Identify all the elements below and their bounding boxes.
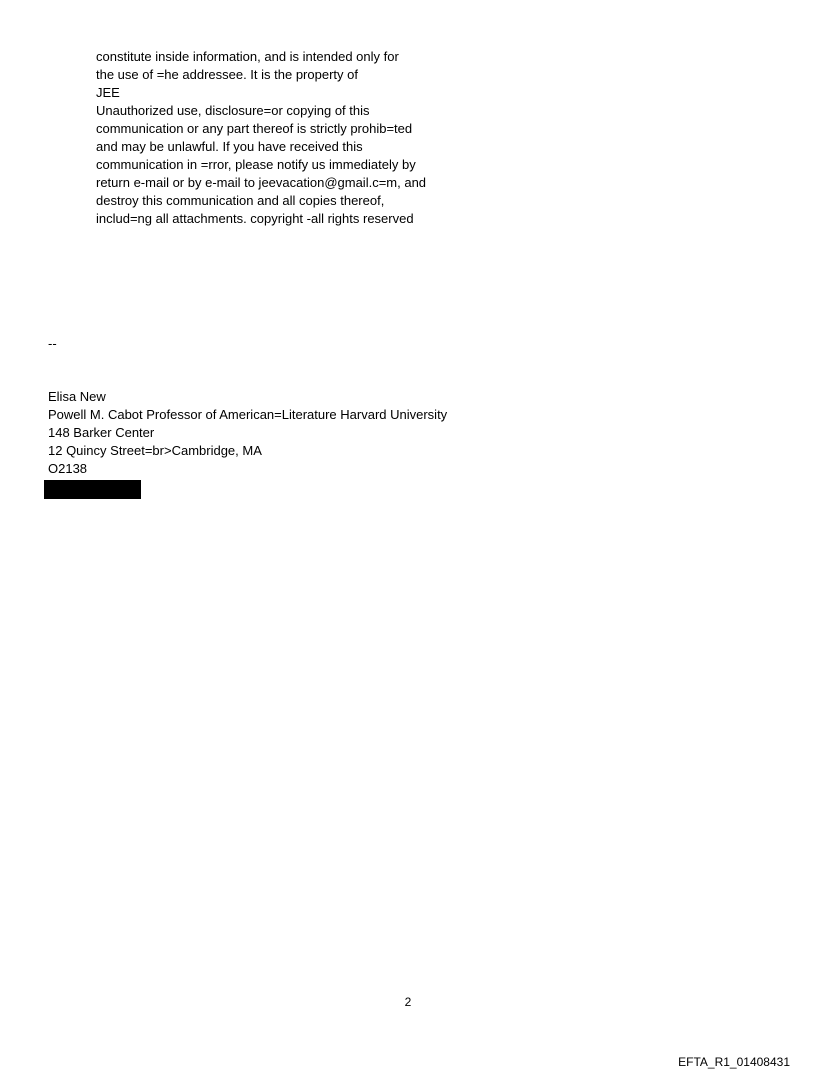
disclaimer-line: includ=ng all attachments. copyright -all rights reserved (96, 211, 414, 226)
quoted-disclaimer (96, 48, 516, 228)
signature-zip: O2138 (48, 461, 88, 476)
signature-building: 148 Barker Center (48, 425, 155, 440)
document-id: EFTA_R1_01408431 (678, 1055, 790, 1069)
disclaimer-line: the use of =he addressee. It is the property of (96, 67, 358, 82)
email-signature (48, 388, 447, 499)
disclaimer-line: JEE (96, 85, 120, 100)
signature-street: 12 Quincy Street=br>Cambridge, MA (48, 443, 262, 458)
redaction-block (44, 480, 141, 499)
disclaimer-line: communication or any part thereof is strictly prohib=ted (96, 121, 413, 136)
signature-name: Elisa New (48, 389, 106, 404)
signature-separator: -- (48, 336, 57, 351)
page-number: 2 (404, 995, 412, 1009)
signature-title: Powell M. Cabot Professor of American=Literature Harvard University (48, 407, 448, 422)
disclaimer-line: return e-mail or by e-mail to jeevacation@gmail.c=m, and (96, 175, 427, 190)
disclaimer-line: and may be unlawful. If you have received this (96, 139, 363, 154)
disclaimer-line: destroy this communication and all copies thereof, (96, 193, 385, 208)
disclaimer-line: communication in =rror, please notify us immediately by (96, 157, 416, 172)
disclaimer-line: Unauthorized use, disclosure=or copying of this (96, 103, 370, 118)
disclaimer-line: constitute inside information, and is intended only for (96, 49, 399, 64)
